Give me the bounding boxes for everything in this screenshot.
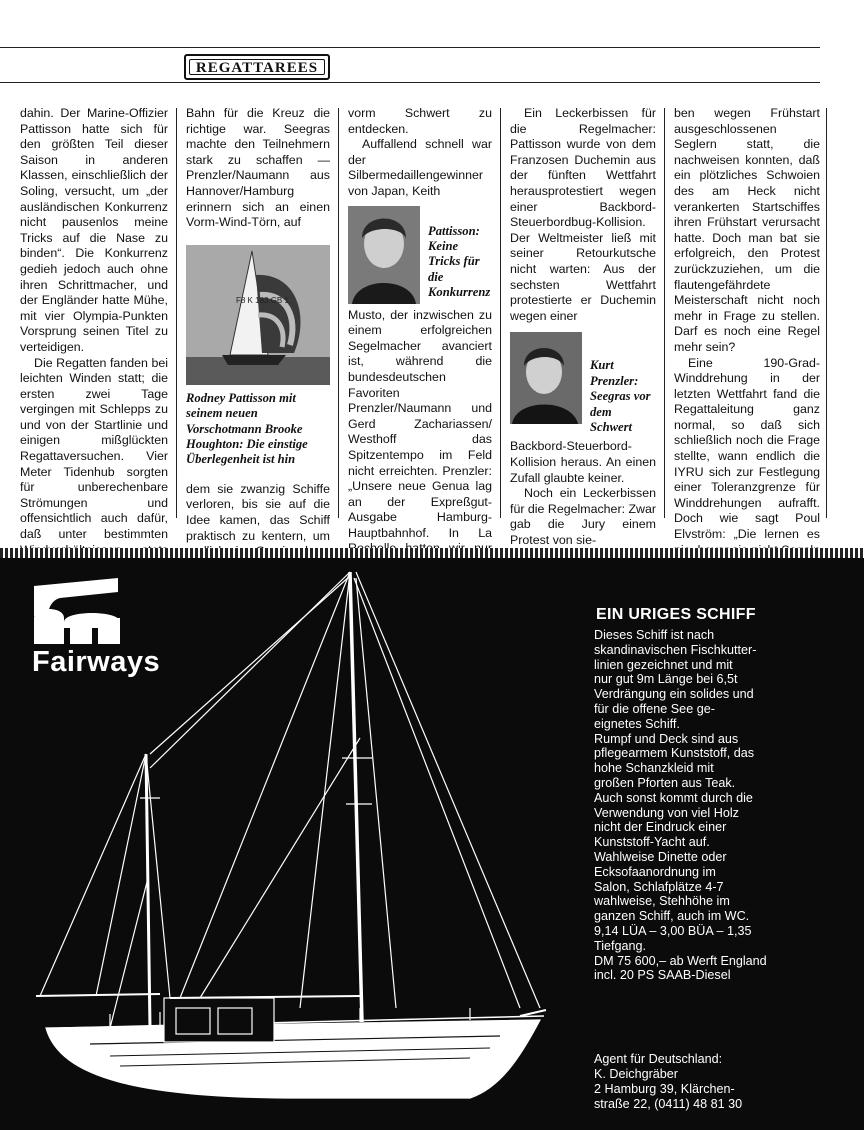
paragraph: Eine 190-Grad-Winddrehung in der letzten Wettfahrt fand die Regattaleitung ganz normal, so daß sich schließlich noch die Frage stellte, wann endlich die IYRU sich zur Festlegung einer Toleranzgrenze für Winddrehungen aufrafft. Doch wie sagt Poul Elvström: „Die lernen es <box>674 355 820 542</box>
paragraph: dahin. Der Marine-Offizier Pattisson hatte sich für den größten Teil dieser Saison in anderen Klassen, einschließlich der Soling, versucht, um „der ausländischen Konkurrenz nicht pausenlos meine Tricks auf die Nase zu binden“. Die Konkurrenz gedieh jedoch auch ohne ihren Schrittmacher, und der Engländer hatte Mühe, mit vier Olympia-Punkten Vorsprung seinen Titel zu verteidigen. <box>20 106 168 354</box>
ad-line: wahlweise, Stehhöhe im <box>594 894 730 909</box>
agent-line: Agent für Deutschland: <box>594 1052 723 1066</box>
agent-line: K. Deichgräber <box>594 1067 678 1081</box>
ad-agent <box>594 1052 806 1112</box>
portrait-illustration <box>348 206 420 304</box>
paragraph: ben wegen Frühstart ausgeschlossenen Seglern statt, die nachweisen konnten, daß ein plötzliches Schwoien des am Heck nicht verankerten Startschiffes ihren Frühstart verursacht hatte. Doch man bat sie erfolgreich, den Protest zurückzuziehen, um die flautengefährdete Meisterschaft nicht noch mehr in Frage zu stellen. Darf es noch eine Regel mehr sein? <box>674 106 820 354</box>
portrait-caption-pattisson: Pattisson: Keine Tricks für die Konkurrenz <box>428 223 491 300</box>
column-rule-5 <box>826 108 827 518</box>
column-rule-2 <box>338 108 339 518</box>
ad-line: Verwendung von viel Holz <box>594 805 739 820</box>
ad-line: DM 75 600,– ab Werft England <box>594 953 767 968</box>
paragraph: Auffallend schnell war der Silbermedaillengewinner von Japan, Keith <box>348 137 492 198</box>
section-label-text: REGATTAREES <box>195 60 319 76</box>
portrait-illustration <box>510 332 582 424</box>
article-column-4 <box>510 106 656 549</box>
portrait-photo-pattisson <box>348 206 420 304</box>
ad-line: ganzen Schiff, auch im WC. <box>594 909 750 924</box>
fairways-logo-icon <box>34 578 120 644</box>
ad-line: linien gezeichnet und mit <box>594 657 733 672</box>
header-rule-top <box>0 47 820 48</box>
portrait-block-pattisson <box>348 206 492 304</box>
fairways-advertisement <box>0 558 864 1130</box>
agent-line: straße 22, (0411) 48 81 30 <box>594 1097 743 1111</box>
photo-caption: Rodney Pattisson mit seinem neuen Vorschotmann Brooke Houghton: Die einstige Überlegenheit ist hin <box>186 390 308 467</box>
sailboat-illustration <box>186 245 330 385</box>
paragraph: Musto, der inzwischen zu einem erfolgreichen Segelmacher avanciert ist, während die bundesdeutschen Favoriten Prenzler/Naumann und Gerd Zachariassen/ Westhoff das Spitzentempo im Feld nicht erreichten. Prenzler: „Unsere neue Genua lag an der Expreßgut-Ausgabe Hamburg-Hauptbahnhof. In La <box>348 307 492 540</box>
ad-line: Tiefgang. <box>594 938 647 953</box>
paragraph: dem sie zwanzig Schiffe verloren, bis sie auf die Idee kamen, das Schiff praktisch zu kentern, um <box>186 481 330 543</box>
ad-line: für die offene See ge- <box>594 701 715 716</box>
ad-line: eignetes Schiff. <box>594 716 680 731</box>
ad-line: nicht der Eindruck einer <box>594 820 727 835</box>
ad-line: nur gut 9m Länge bei 6,5t <box>594 672 738 687</box>
ad-line: Kunststoff-Yacht auf. <box>594 835 710 850</box>
ad-title: EIN URIGES SCHIFF <box>596 606 756 623</box>
article-column-2 <box>186 106 330 560</box>
ad-line: hohe Schanzkleid mit <box>594 761 714 776</box>
sailing-photo <box>186 245 330 385</box>
section-label <box>184 54 330 80</box>
ad-line: 9,14 LÜA – 3,00 BÜA – 1,35 <box>594 923 752 938</box>
ad-line: pflegearmem Kunststoff, das <box>594 746 755 761</box>
header-rule-bottom <box>0 82 820 83</box>
ad-line: Rumpf und Deck sind aus <box>594 731 739 746</box>
ad-body <box>594 628 806 983</box>
ad-line: skandinavischen Fischkutter- <box>594 642 757 657</box>
paragraph: Ein Leckerbissen für die Regelmacher: Pattisson wurde von dem Franzosen Duchemin aus der fünften Wettfahrt herausprotestiert wegen einer Backbord-Steuerbordbug-Kollision. Der Weltmeister ließ mit seiner Retourkutsche nicht warten: Aus der sechsten Wettfahrt protestierte er Duchemin wegen einer <box>510 106 656 323</box>
ad-line: Ecksofaanordnung im <box>594 864 716 879</box>
column-rule-1 <box>176 108 177 518</box>
ad-line: Verdrängung ein solides und <box>594 687 754 702</box>
article-column-3 <box>348 106 492 604</box>
sail-number: F8 K 183 GB 1 <box>236 295 289 305</box>
portrait-block-prenzler <box>510 332 656 435</box>
column-rule-3 <box>500 108 501 518</box>
paragraph: Bahn für die Kreuz die richtige war. Seegras machte den Teilnehmern stark zu schaffen — Prenzler/Naumann aus Hannover/Hamburg erinnern sich an einen Vorm-Wind-Törn, auf <box>186 106 330 230</box>
ad-line: Wahlweise Dinette oder <box>594 849 727 864</box>
article-column-1 <box>20 106 168 589</box>
ad-line: Salon, Schlafplätze 4-7 <box>594 879 724 894</box>
paragraph: Backbord-Steuerbord-Kollision heraus. An einen Zufall glaubte keiner. <box>510 439 656 485</box>
portrait-photo-prenzler <box>510 332 582 424</box>
ad-line: Auch sonst kommt durch die <box>594 790 753 805</box>
paragraph: Die Regatten fanden bei leichten Winden statt; die ersten zwei Tage vergingen mit Schlepps zu und von der Startlinie und einigen mißglückten Regattaversuchen. Vier Meter Tidenhub sorgten für unberechenbare Strömungen und offensichtlich auch dafür, daß unter bestimmten <box>20 355 168 542</box>
ad-line: incl. 20 PS SAAB-Diesel <box>594 968 731 983</box>
paragraph: Noch ein Leckerbissen für die Regelmacher: Zwar gab die Jury einem Protest von sie- <box>510 486 656 547</box>
page-divider <box>0 548 864 558</box>
column-rule-4 <box>664 108 665 518</box>
ad-line: großen Pforten aus Teak. <box>594 775 736 790</box>
agent-line: 2 Hamburg 39, Klärchen- <box>594 1082 735 1096</box>
article-column-5 <box>674 106 820 574</box>
ad-line: Dieses Schiff ist nach <box>594 628 715 642</box>
portrait-caption-prenzler: Kurt Prenzler: Seegras vor dem Schwert <box>590 358 651 434</box>
paragraph: vorm Schwert zu entdecken. <box>348 106 492 136</box>
brand-name: Fairways <box>32 646 161 678</box>
